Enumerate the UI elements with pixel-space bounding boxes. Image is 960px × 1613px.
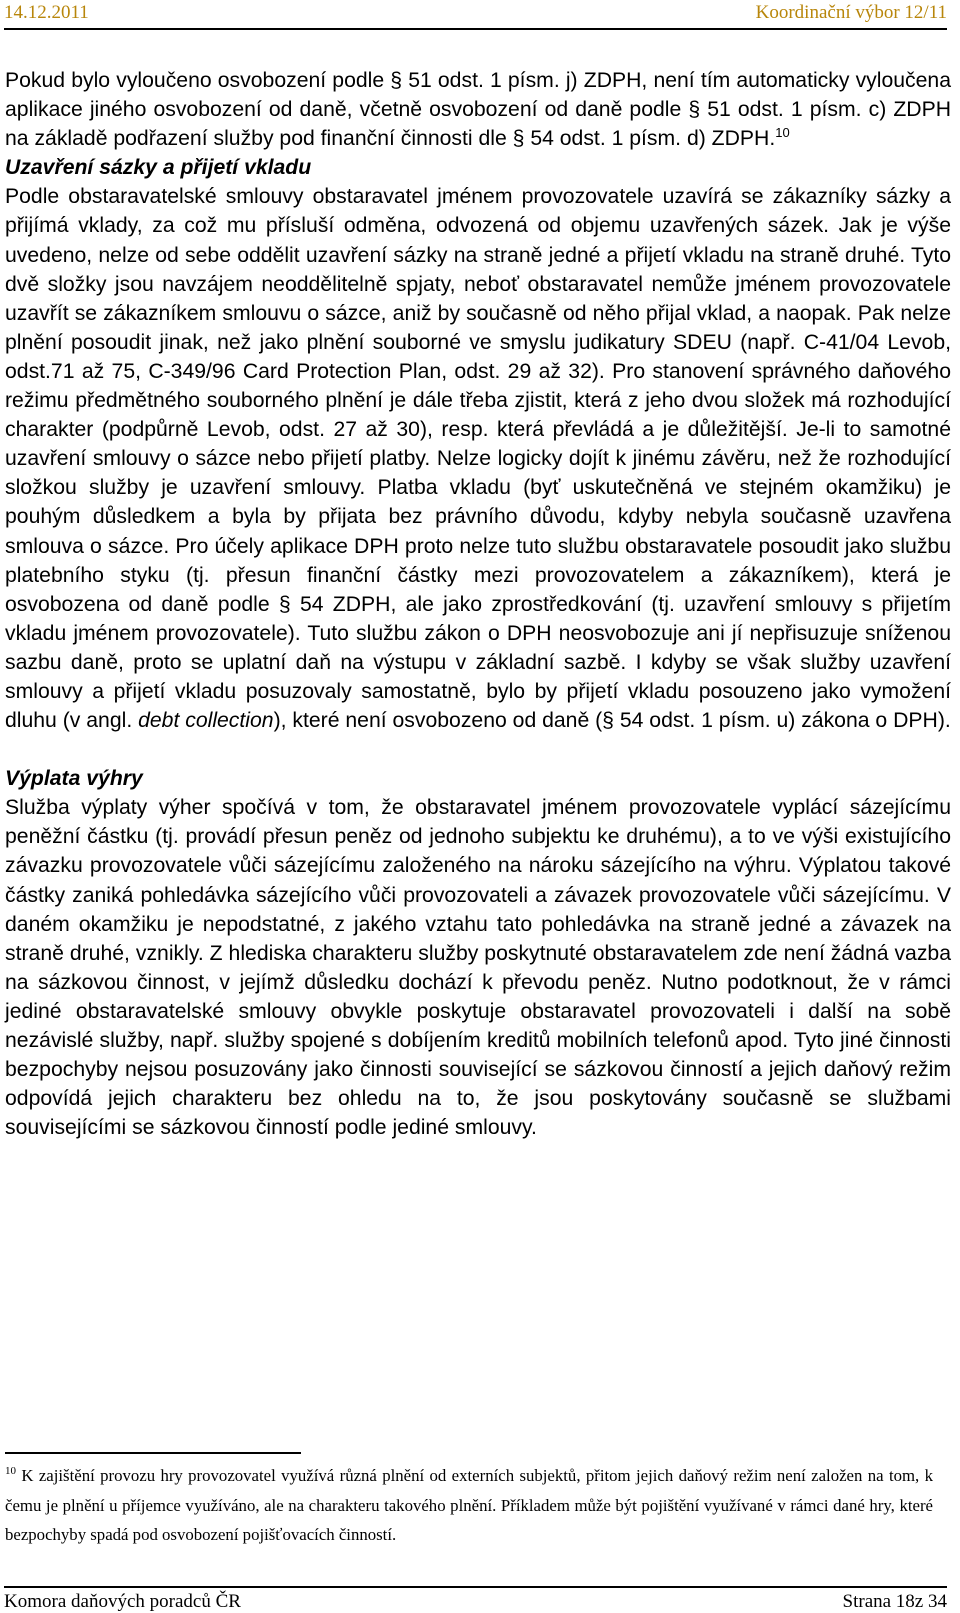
- heading-bet-deposit: Uzavření sázky a přijetí vkladu: [5, 156, 312, 180]
- page-header: [4, 2, 947, 26]
- footer-divider: [4, 1586, 947, 1588]
- italic-term: debt collection: [138, 709, 274, 733]
- header-divider: [4, 28, 947, 30]
- footer-organization: Komora daňových poradců ČR: [4, 1591, 241, 1612]
- header-date: 14.12.2011: [4, 2, 89, 23]
- paragraph-exemption-text: Pokud bylo vyloučeno osvobození podle § 51 odst. 1 písm. j) ZDPH, není tím automaticky vyloučena aplikace jiného osvobození od daně, včetně osvobození od daně podle § 51 odst. 1 písm. c) ZDPH na základě podřazení služby pod finanční činnosti dle § 54 odst. 1 písm. d) ZDPH.: [5, 69, 951, 151]
- footer-page-number: Strana 18z 34: [842, 1591, 947, 1612]
- paragraph-bet-deposit: [5, 182, 951, 735]
- footnote-reference: 10: [775, 125, 790, 141]
- main-text: [5, 66, 951, 1142]
- footnote-text: K zajištění provozu hry provozovatel využívá různá plnění od externích subjektů, přitom jejich daňový režim není založen na tom, k čemu je plnění u příjemce využíváno, ale na charakteru takového plnění. Příkladem může být pojištění využívané v rámci dané hry, které bezpochyby spadá pod osvobození pojišťovacích činností.: [5, 1466, 933, 1545]
- footnote-number: 10: [5, 1465, 16, 1477]
- paragraph-bet-deposit-end: ), které není osvobozeno od daně (§ 54 odst. 1 písm. u) zákona o DPH).: [273, 709, 951, 733]
- paragraph-exemption: [5, 66, 951, 153]
- header-committee: Koordinační výbor 12/11: [755, 2, 947, 23]
- paragraph-payout: Služba výplaty výher spočívá v tom, že obstaravatel jménem provozovatele vyplácí sázejícímu peněžní částku (tj. provádí přesun peněz od jednoho subjektu ke druhému), a to ve výši existujícího závazku provozovatele vůči sázejícímu založeného na nároku sázejícího na výhru. Výplatou takové částky zaniká pohledávka sázejícího vůči provozovateli a závazek provozovatele vůči sázejícímu. V daném okamžiku je nepodstatné, z jakého vztahu tato pohledávka na straně jedné a závazek na straně druhé, vznikly. Z hlediska charakteru služby poskytnuté obstaravatelem zde není žádná vazba na sázkovou činnost, v jejímž důsledku dochází k převodu peněz. Nutno podotknout, že v rámci jediné obstaravatelské smlouvy obvykle poskytuje obstaravatel provozovateli i další na sobě nezávislé služby, např. služby spojené s dobíjením kreditů mobilních telefonů apod. Tyto jiné činnosti bezpochyby nejsou posuzovány jako činnosti související se sázkovou činností a jejich daňový režim odpovídá jejich charakteru bez ohledu na to, že jsou poskytovány současně se službami souvisejícími se sázkovou činností podle jediné smlouvy.: [5, 796, 951, 1140]
- paragraph-bet-deposit-text: Podle obstaravatelské smlouvy obstaravatel jménem provozovatele uzavírá se zákazníky sázky a přijímá vklady, za což mu přísluší odměna, odvozená od objemu uzavřených sázek. Jak je výše uvedeno, nelze od sebe oddělit uzavření sázky na straně jedné a přijetí vkladu na straně druhé. Tyto dvě složky jsou navzájem neoddělitelně spjaty, neboť obstaravatel nemůže jménem provozovatele uzavřít se zákazníkem smlouvu o sázce, aniž by současně od něho přijal vklad, a naopak. Pak nelze plnění posoudit jinak, než jako plnění souborné ve smyslu judikatury SDEU (např. C-41/04 Levob, odst.71 až 75, C-349/96 Card Protection Plan, odst. 29 až 32). Pro stanovení správného daňového režimu předmětného souborného plnění je dále třeba zjistit, která z jeho dvou složek má rozhodující charakter (podpůrně Levob, odst. 27 až 30), resp. která převládá a je důležitější. Je-li to samotné uzavření smlouvy o sázce nebo přijetí platby. Nelze logicky dojít k jinému závěru, než že rozhodující složkou služby je uzavření smlouvy. Platba vkladu (byť uskutečněná ve stejném okamžiku) je pouhým důsledkem a byla by přijata bez právního důvodu, kdyby nebyla současně uzavřena smlouva o sázce. Pro účely aplikace DPH proto nelze tuto službu obstaravatele posoudit jako službu platebního styku (tj. přesun finanční částky mezi provozovatelem a zákazníkem), která je osvobozena od daně podle § 54 ZDPH, ale jako zprostředkování (tj. uzavření smlouvy s přijetím vkladu jménem provozovatele). Tuto službu zákon o DPH neosvobozuje ani jí nepřisuzuje sníženou sazbu daně, proto se uplatní daň na výstupu v základní sazbě. I kdyby se však služby uzavření smlouvy a přijetí vkladu posuzovaly samostatně, bylo by přijetí vkladu posouzeno jako vymožení dluhu (v angl.: [5, 185, 951, 733]
- footnote-divider: [5, 1452, 301, 1454]
- heading-payout: Výplata výhry: [5, 767, 143, 791]
- footnote: [5, 1461, 933, 1550]
